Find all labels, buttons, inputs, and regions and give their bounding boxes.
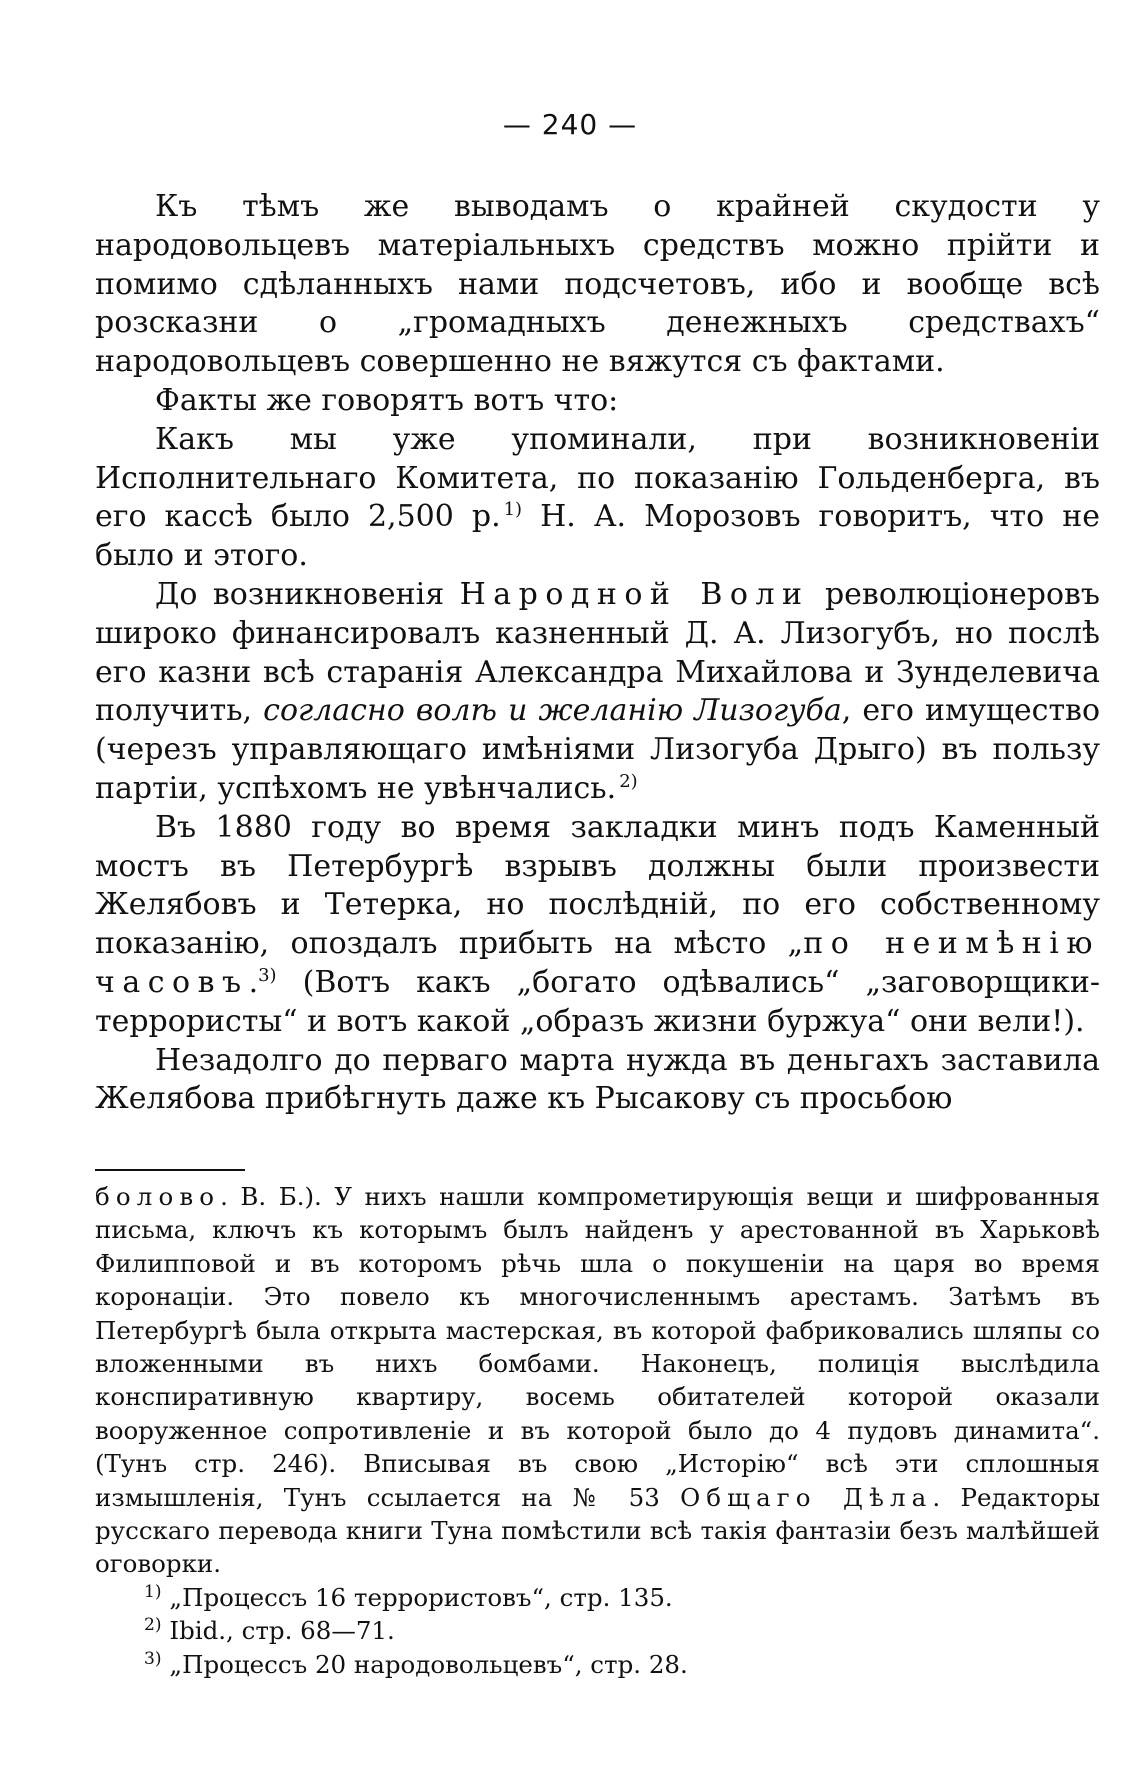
paragraph-3-text-b: Н. А. Морозовъ говоритъ, что не было и этого. bbox=[95, 499, 1100, 574]
footnote-2 bbox=[95, 1614, 1100, 1647]
paragraph-1: Къ тѣмъ же выводамъ о крайней скудости у народовольцевъ матеріальныхъ средствъ можно прійти и помимо сдѣланныхъ нами подсчетовъ, ибо и вообще всѣ розсказни о „громадныхъ денежныхъ средствахъ“ народовольцевъ совершенно не вяжутся съ фактами. bbox=[95, 189, 1100, 380]
italic-phrase: согласно волѣ и желанію Лизогуба bbox=[263, 693, 842, 729]
paragraph-2: Факты же говорятъ вотъ что: bbox=[155, 382, 619, 418]
paragraph-4-text-b: революціонеровъ широко финансировалъ казненный Д. А. Лизогубъ, но послѣ его казни всѣ старанія Александра Михайлова и Зунделевича получить, bbox=[95, 576, 1100, 729]
paragraph-5-text-a: Въ 1880 году во время закладки минъ подъ Каменный мостъ въ Петербургѣ взрывъ должны были произвести Желябовъ и Тетерка, но послѣдній, по его собственному показанію, опоздалъ прибыть на мѣсто „ bbox=[95, 809, 1100, 962]
paragraph-5 bbox=[95, 809, 1100, 1042]
footnote-divider bbox=[95, 1169, 245, 1171]
footnote-spaced-title: Общаго Дѣла bbox=[680, 1482, 933, 1512]
paragraph-5-text-c: (Вотъ какъ „богато одѣвались“ „заговорщики-террористы“ и вотъ какой „образъ жизни буржуа“ они вели!). bbox=[95, 964, 1100, 1039]
paragraph-4-text-c: , его имущество (черезъ управляющаго имѣніями Лизогуба Дрыго) въ пользу партіи, успѣхомъ не увѣнчались. bbox=[95, 693, 1101, 806]
footnote-ref-1: 1) bbox=[503, 499, 523, 521]
footnote-continuation-text-b: . Редакторы русскаго перевода книги Туна помѣстили всѣ такія фантазіи безъ малѣйшей оговорки. bbox=[95, 1482, 1100, 1579]
main-text bbox=[95, 188, 1100, 1119]
footnote-2-text: Ibid., стр. 68—71. bbox=[169, 1616, 395, 1646]
footnote-continuation-text-a: . В. Б.). У нихъ нашли компрометирующія вещи и шифрованныя письма, ключъ къ которымъ былъ найденъ у арестованной въ Харьковѣ Филипповой и въ которомъ рѣчь шла о покушеніи на царя во время коронаціи. Это повело къ многочисленнымъ арестамъ. Затѣмъ въ Петербургѣ была открыта мастерская, въ которой фабриковались шляпы со вложенными въ нихъ бомбами. Наконецъ, полиція выслѣдила конспиративную квартиру, восемь обитателей которой оказали вооруженное сопротивленіе и въ которой было до 4 пудовъ динамита“. (Тунъ стр. 246). Вписывая въ свою „Исторію“ всѣ эти сплошныя измышленія, Тунъ ссылается на № 53 bbox=[95, 1182, 1100, 1512]
footnote-3-number: 3) bbox=[144, 1648, 162, 1669]
spaced-phrase: по неимѣнію часовъ bbox=[95, 926, 1100, 1000]
footnote-2-number: 2) bbox=[144, 1615, 162, 1636]
spaced-title-narodnaya-volya: Народной Воли bbox=[459, 576, 810, 612]
paragraph-4-text-a: До возникновенія bbox=[155, 576, 460, 612]
footnote-1-number: 1) bbox=[144, 1581, 162, 1602]
footnotes bbox=[95, 1180, 1100, 1681]
footnote-1-text: „Процессъ 16 террористовъ“, стр. 135. bbox=[169, 1582, 673, 1612]
footnote-ref-3: 3) bbox=[258, 964, 277, 986]
footnote-3-text: „Процессъ 20 народовольцевъ“, стр. 28. bbox=[169, 1649, 688, 1679]
footnote-continuation bbox=[95, 1180, 1100, 1581]
footnote-spaced-word: болово bbox=[95, 1182, 221, 1211]
paragraph-3-text-a: Какъ мы уже упоминали, при возникновеніи Исполнительнаго Комитета, по показанію Гольденберга, въ его кассѣ было 2,500 р. bbox=[95, 421, 1100, 535]
footnote-1 bbox=[95, 1581, 1100, 1614]
page-number: — 240 — bbox=[502, 108, 638, 141]
paragraph-6: Незадолго до перваго марта нужда въ деньгахъ заставила Желябова прибѣгнуть даже къ Рысакову съ просьбою bbox=[95, 1042, 1100, 1117]
paragraph-4 bbox=[95, 576, 1100, 809]
paragraph-3 bbox=[95, 421, 1100, 576]
footnote-ref-2: 2) bbox=[619, 770, 638, 792]
paragraph-5-text-b: . bbox=[248, 964, 259, 1000]
footnote-3 bbox=[95, 1648, 1100, 1681]
